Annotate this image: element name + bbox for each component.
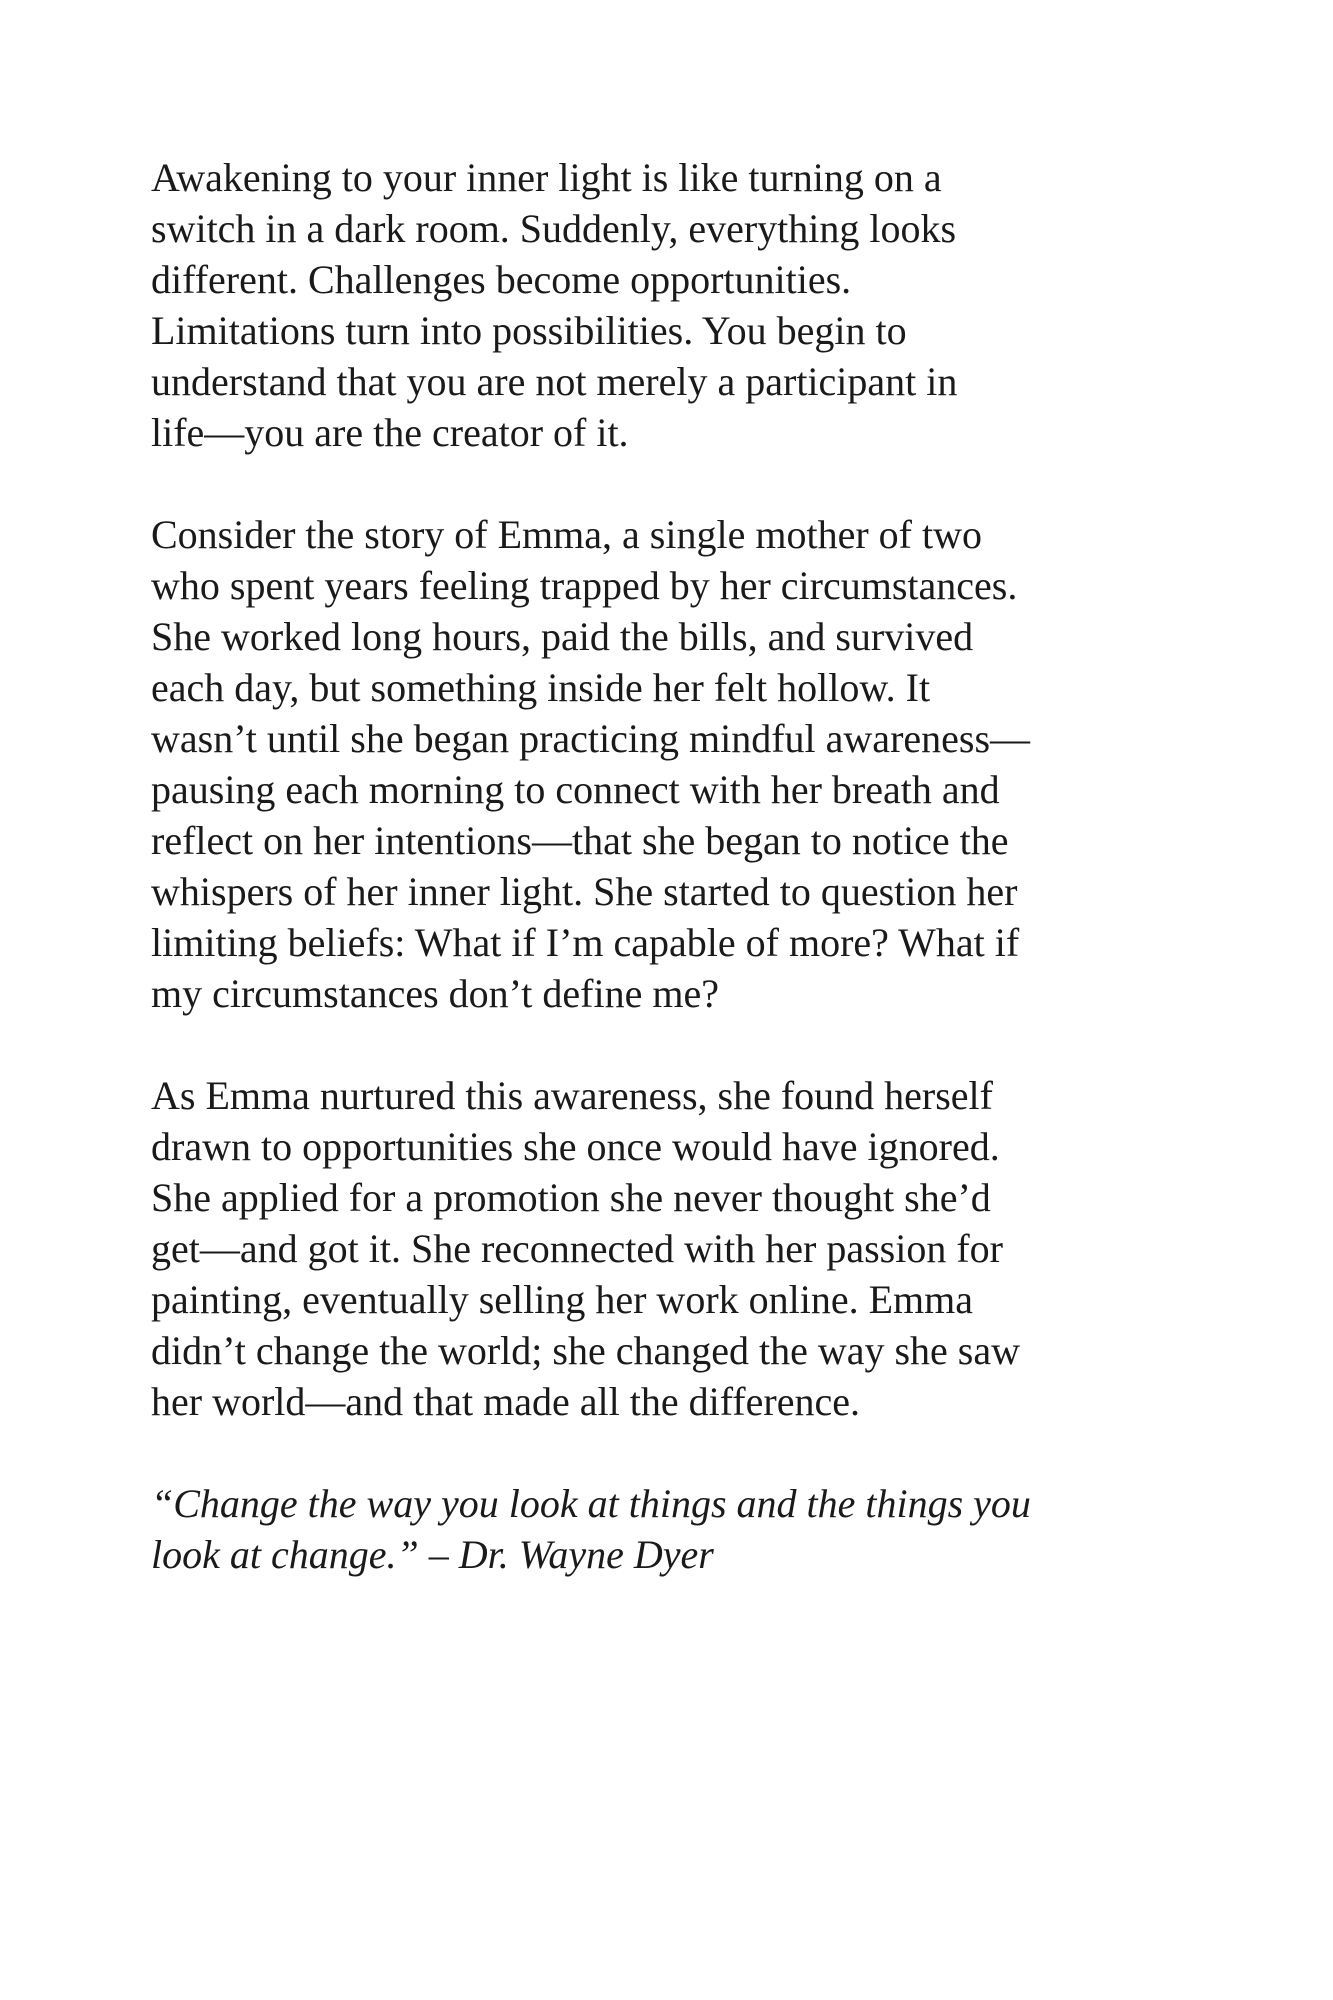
text-line: understand that you are not merely a participant in xyxy=(151,359,958,404)
text-line: Limitations turn into possibilities. You begin to xyxy=(151,308,907,353)
text-line: Awakening to your inner light is like turning on a xyxy=(151,155,942,200)
paragraph-emma-story xyxy=(151,509,1191,1019)
closing-quote xyxy=(151,1478,1191,1580)
text-line: She applied for a promotion she never thought she’d xyxy=(151,1175,991,1220)
text-line: As Emma nurtured this awareness, she found herself xyxy=(151,1073,993,1118)
text-line: didn’t change the world; she changed the way she saw xyxy=(151,1328,1021,1373)
text-line: who spent years feeling trapped by her circumstances. xyxy=(151,563,1018,608)
text-line: pausing each morning to connect with her breath and xyxy=(151,767,1000,812)
text-line: limiting beliefs: What if I’m capable of more? What if xyxy=(151,920,1020,965)
text-line: different. Challenges become opportunities. xyxy=(151,257,852,302)
text-line: drawn to opportunities she once would have ignored. xyxy=(151,1124,1000,1169)
text-line: get—and got it. She reconnected with her passion for xyxy=(151,1226,1003,1271)
text-line: Consider the story of Emma, a single mother of two xyxy=(151,512,982,557)
text-line: painting, eventually selling her work online. Emma xyxy=(151,1277,974,1322)
paragraph-inner-light xyxy=(151,152,1191,458)
quote-line: “Change the way you look at things and the things you xyxy=(151,1481,1031,1526)
text-line: her world—and that made all the difference. xyxy=(151,1379,860,1424)
text-line: life—you are the creator of it. xyxy=(151,410,629,455)
quote-line: look at change.” – Dr. Wayne Dyer xyxy=(151,1532,714,1577)
text-line: my circumstances don’t define me? xyxy=(151,971,719,1016)
page-body-text xyxy=(151,152,1191,1580)
text-line: each day, but something inside her felt hollow. It xyxy=(151,665,931,710)
paragraph-emma-growth xyxy=(151,1070,1191,1427)
text-line: wasn’t until she began practicing mindful awareness— xyxy=(151,716,1031,761)
text-line: She worked long hours, paid the bills, and survived xyxy=(151,614,974,659)
text-line: switch in a dark room. Suddenly, everything looks xyxy=(151,206,957,251)
text-line: whispers of her inner light. She started to question her xyxy=(151,869,1018,914)
text-line: reflect on her intentions—that she began to notice the xyxy=(151,818,1009,863)
